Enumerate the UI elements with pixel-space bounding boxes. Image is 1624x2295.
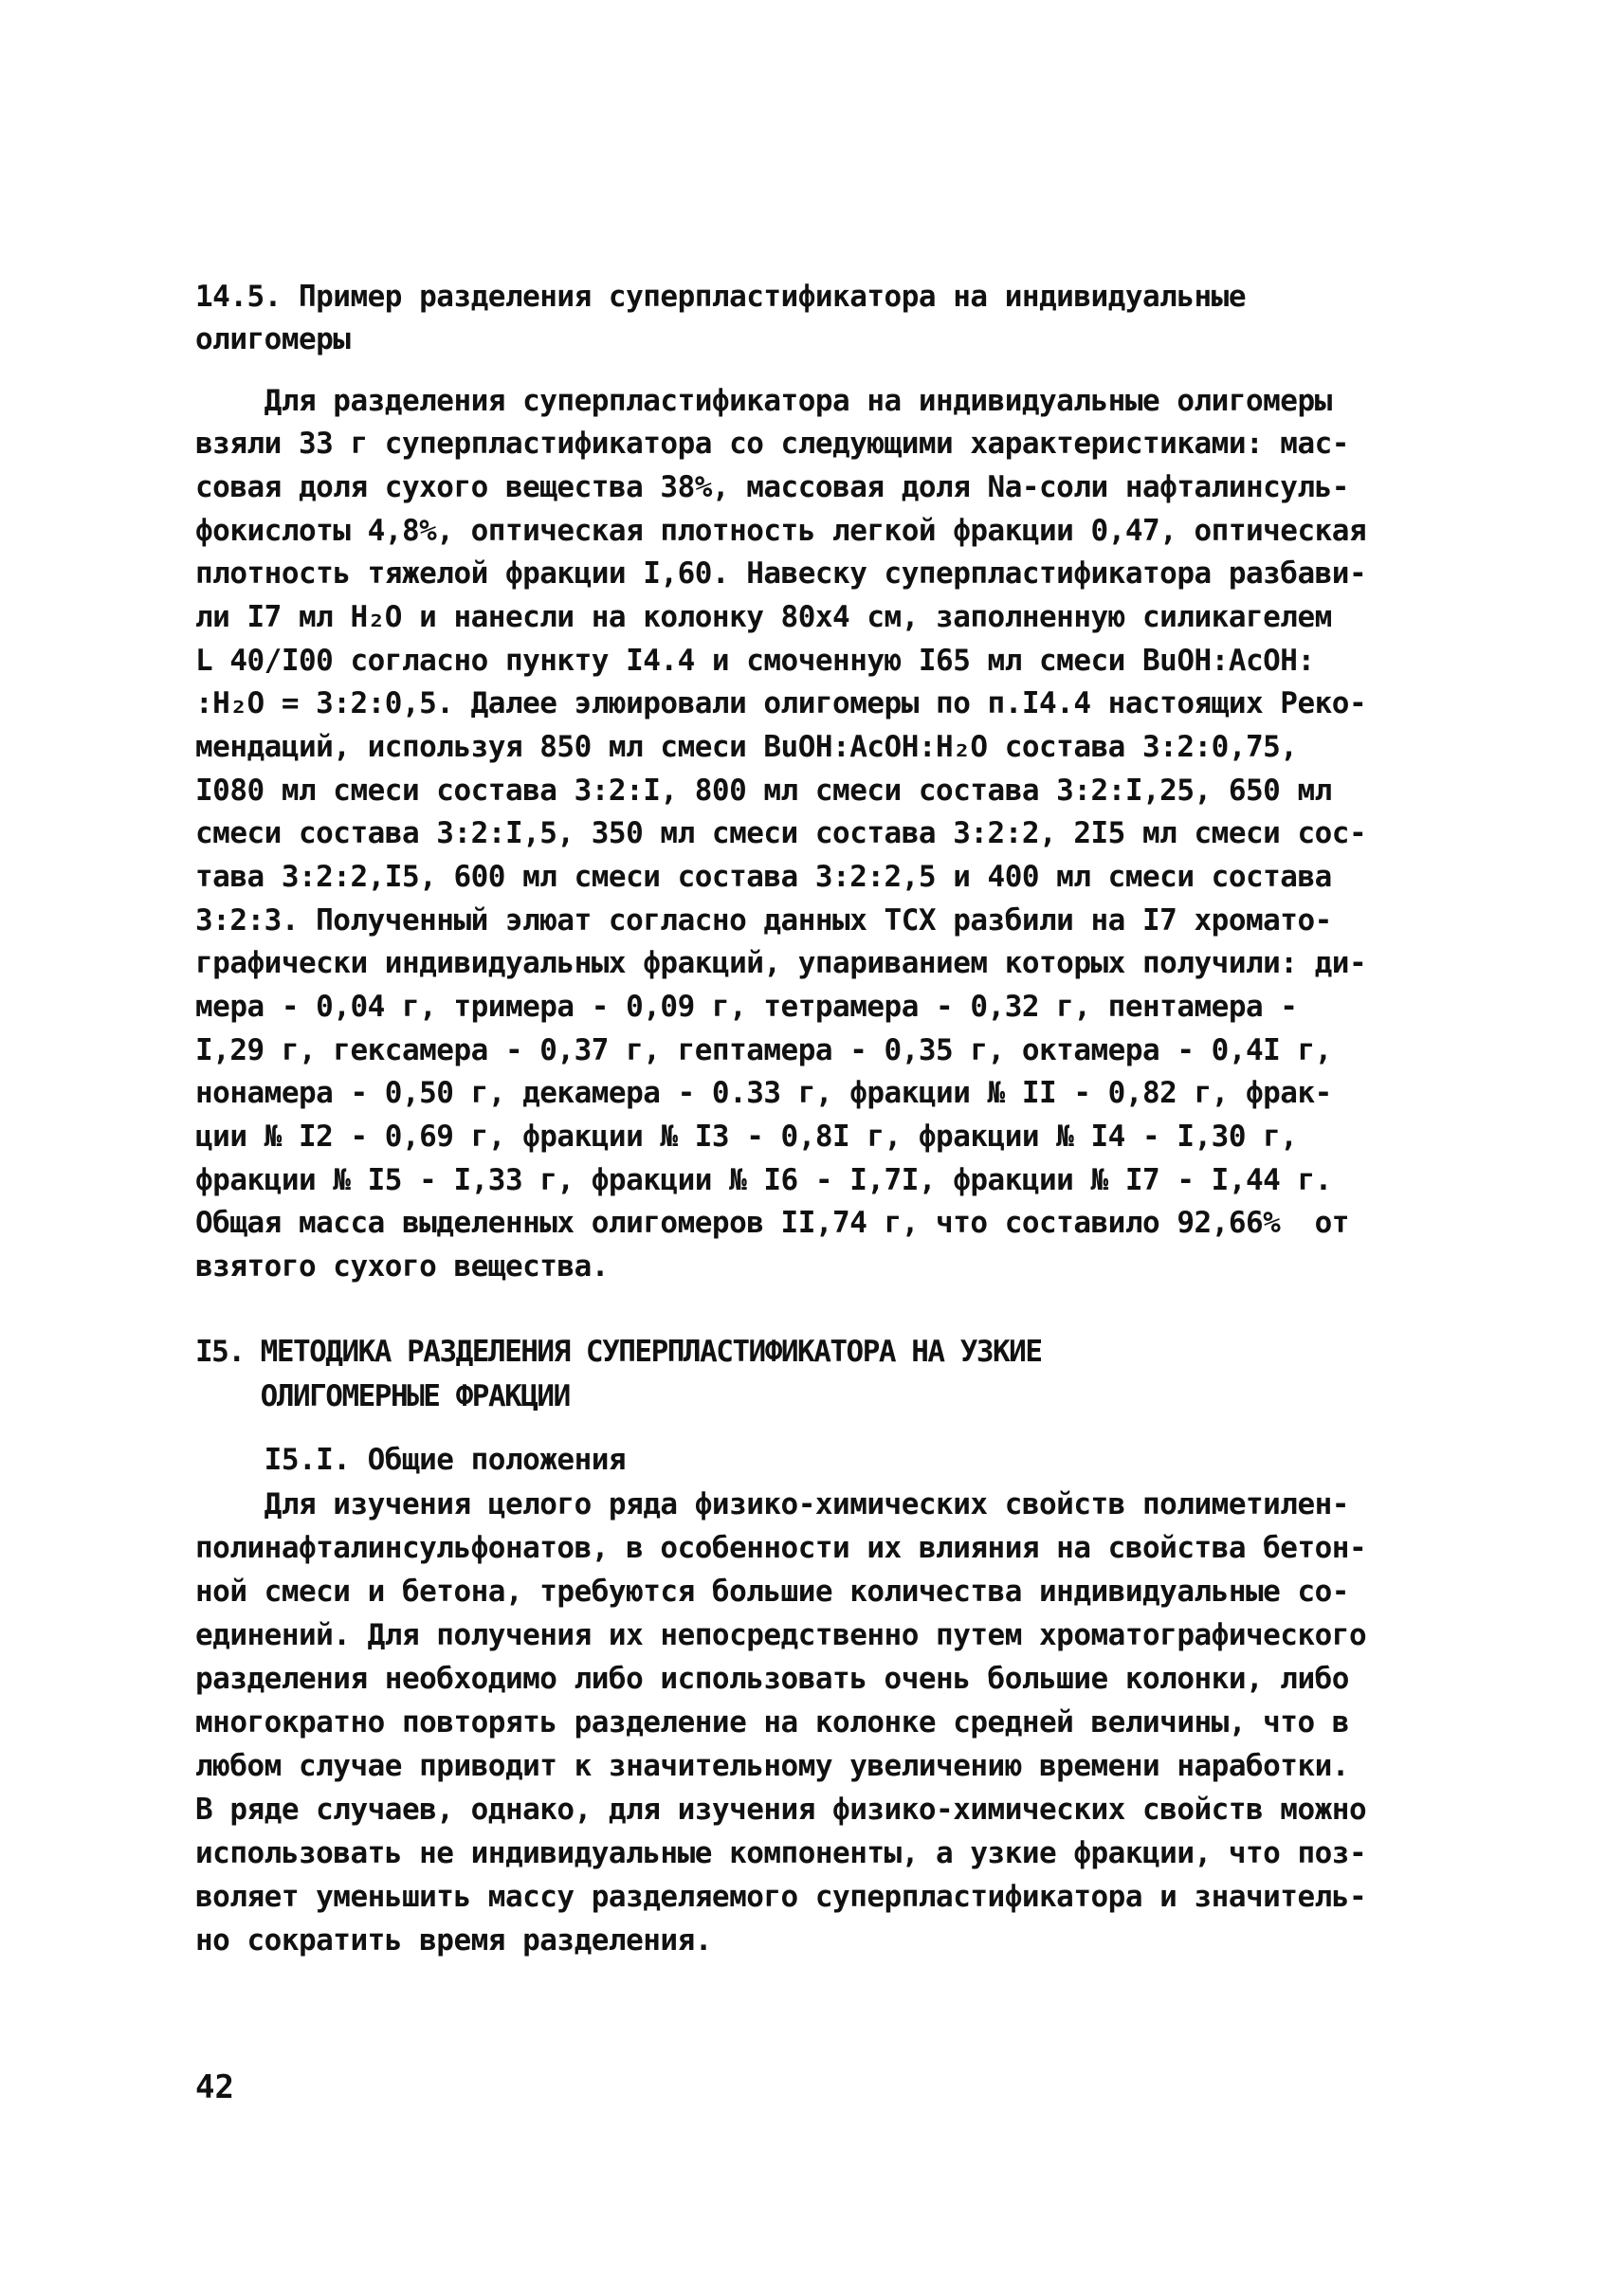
paragraph-line: полинафталинсульфонатов, в особенности их влияния на свойства бетон- (195, 1531, 1367, 1565)
paragraph-line: любом случае приводит к значительному увеличению времени наработки. (195, 1749, 1349, 1783)
paragraph-line: нонамера - 0,50 г, декамера - 0.33 г, фракции № II - 0,82 г, фрак- (195, 1076, 1332, 1110)
paragraph-line: тава 3:2:2,I5, 600 мл смеси состава 3:2:2,5 и 400 мл смеси состава (195, 860, 1332, 894)
section-14-5-title-line-1: 14.5. Пример разделения суперпластификатора на индивидуальные (195, 280, 1246, 314)
paragraph-line: ции № I2 - 0,69 г, фракции № I3 - 0,8I г, фракции № I4 - I,30 г, (195, 1120, 1298, 1154)
paragraph-line: Общая масса выделенных олигомеров II,74 г, что составило 92,66% от (195, 1206, 1349, 1240)
paragraph-line: взяли 33 г суперпластификатора со следующими характеристиками: мас- (195, 427, 1349, 461)
paragraph-line: В ряде случаев, однако, для изучения физико-химических свойств можно (195, 1793, 1367, 1827)
paragraph-line: взятого сухого вещества. (195, 1249, 609, 1284)
paragraph-line: мера - 0,04 г, тримера - 0,09 г, тетрамера - 0,32 г, пентамера - (195, 990, 1298, 1024)
paragraph-line: 3:2:3. Полученный элюат согласно данных ТСХ разбили на I7 хромато- (195, 903, 1332, 938)
paragraph-line: I,29 г, гексамера - 0,37 г, гептамера - 0,35 г, октамера - 0,4I г, (195, 1033, 1332, 1067)
paragraph-line: разделения необходимо либо использовать очень большие колонки, либо (195, 1662, 1349, 1696)
paragraph-line: Для разделения суперпластификатора на индивидуальные олигомеры (195, 384, 1332, 418)
paragraph-line: L 40/I00 согласно пункту I4.4 и смоченную I65 мл смеси BuOH:AcOH: (195, 644, 1315, 678)
paragraph-line: фокислоты 4,8%, оптическая плотность легкой фракции 0,47, оптическая (195, 514, 1367, 548)
paragraph-line: графически индивидуальных фракций, упариванием которых получили: ди- (195, 946, 1367, 980)
paragraph-line: совая доля сухого вещества 38%, массовая доля Na-соли нафталинсуль- (195, 470, 1349, 504)
section-15-1-subtitle: I5.I. Общие положения (195, 1443, 627, 1477)
paragraph-line: многократно повторять разделение на колонке средней величины, что в (195, 1705, 1349, 1739)
paragraph-line: I080 мл смеси состава 3:2:I, 800 мл смеси состава 3:2:I,25, 650 мл (195, 774, 1332, 808)
paragraph-line: фракции № I5 - I,33 г, фракции № I6 - I,7I, фракции № I7 - I,44 г. (195, 1163, 1332, 1197)
section-15-title-line-2: ОЛИГОМЕРНЫЕ ФРАКЦИИ (195, 1379, 570, 1413)
paragraph-line: Для изучения целого ряда физико-химических свойств полиметилен- (195, 1487, 1349, 1521)
paragraph-line: ной смеси и бетона, требуются большие количества индивидуальные со- (195, 1575, 1349, 1609)
paragraph-line: плотность тяжелой фракции I,60. Навеску суперпластификатора разбави- (195, 556, 1367, 591)
section-14-5-title-line-2: олигомеры (195, 322, 351, 356)
paragraph-line: мендаций, используя 850 мл смеси BuOH:AcOH:H₂O состава 3:2:0,75, (195, 730, 1298, 764)
paragraph-line: использовать не индивидуальные компоненты, а узкие фракции, что поз- (195, 1836, 1367, 1870)
paragraph-line: но сократить время разделения. (195, 1923, 712, 1958)
section-15-title-line-1: I5. МЕТОДИКА РАЗДЕЛЕНИЯ СУПЕРПЛАСТИФИКАТОРА НА УЗКИЕ (195, 1335, 1042, 1369)
paragraph-line: смеси состава 3:2:I,5, 350 мл смеси состава 3:2:2, 2I5 мл смеси сос- (195, 816, 1367, 850)
paragraph-line: :H₂O = 3:2:0,5. Далее элюировали олигомеры по п.I4.4 настоящих Реко- (195, 686, 1367, 720)
paragraph-line: воляет уменьшить массу разделяемого суперпластификатора и значитель- (195, 1880, 1367, 1914)
paragraph-line: единений. Для получения их непосредственно путем хроматографического (195, 1618, 1367, 1652)
paragraph-line: ли I7 мл H₂O и нанесли на колонку 80х4 см, заполненную силикагелем (195, 600, 1332, 634)
page-number: 42 (195, 2068, 234, 2106)
